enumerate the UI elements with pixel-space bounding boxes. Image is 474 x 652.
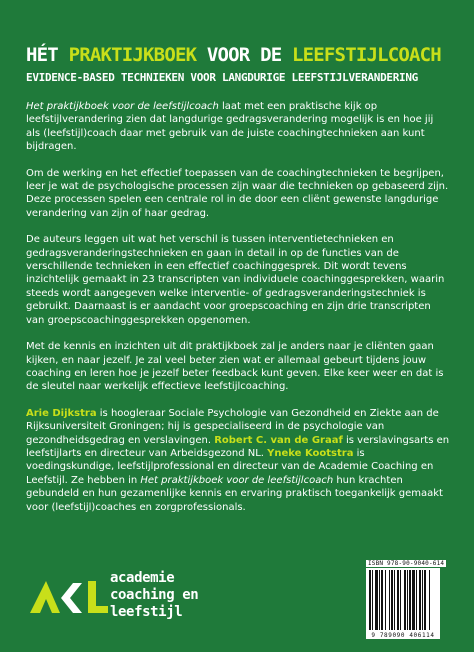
author-name-kootstra: Yneke Kootstra — [267, 447, 354, 459]
title-part-voor-de: VOOR DE — [196, 44, 292, 66]
blurb-paragraph-3: De auteurs leggen uit wat het verschil is tussen interventietechnieken en gedragsveranderingstechnieken en gaan in detail in op de functies van de verschillende technieken in een effectief coachinggesprek. Dit wordt tevens inzichtelijk gemaakt in 23 transcripten van individuele coachinggesprekken, waarin steeds wordt aangegeven welke interventie- of gedragsveranderingstechniek is gebruikt. Daarnaast is er aandacht voor groepscoaching en zijn drie transcripten van groepscoachinggesprekken opgenomen. — [26, 234, 445, 326]
title-part-het: HÉT — [26, 44, 69, 66]
cover-subtitle: EVIDENCE-BASED TECHNIEKEN VOOR LANGDURIGE LEEFSTIJLVERANDERING — [26, 71, 418, 84]
title-part-praktijkboek: PRAKTIJKBOEK — [68, 44, 197, 66]
author-text: is hoogleraar Sociale Psychologie van Gezondheid en Ziekte aan de Rijksuniversiteit Groningen; hij is gespecialiseerd in de psychologie van gezondheidsgedrag en verslavingen. — [26, 407, 439, 446]
isbn-label: ISBN 978-90-9040-614 — [368, 560, 445, 567]
book-title-italic: Het praktijkboek voor de leefstijlcoach — [140, 474, 334, 486]
blurb-paragraph-4: Met de kennis en inzichten uit dit praktijkboek zal je anders naar je cliënten gaan kijken, en naar jezelf. Je zal veel beter zien wat er allemaal gebeurt tijdens jouw coaching en leren hoe je jezelf beter feedback kunt geven. Elke keer weer en dat is de sleutel naar werkelijk effectieve leefstijlcoaching. — [26, 341, 444, 393]
book-title-italic: Het praktijkboek voor de leefstijlcoach — [26, 101, 219, 112]
author-text: hun krachten gebundeld en hun gezamenlijke kennis en ervaring praktisch toegankelijk gemaakt voor (leefstijl)coaches en zorgprofessionals. — [26, 474, 443, 513]
authors-paragraph — [26, 407, 450, 514]
blurb-paragraph-1 — [26, 100, 450, 154]
title-part-leefstijlcoach: LEEFSTIJLCOACH — [292, 44, 441, 66]
barcode — [366, 568, 440, 634]
blurb-body — [26, 100, 450, 527]
cover-title — [26, 44, 456, 66]
barcode-icon — [366, 568, 440, 632]
brand-line-2: coaching en — [110, 587, 199, 603]
brand-line-1: academie — [110, 570, 175, 586]
blurb-paragraph-2: Om de werking en het effectief toepassen van de coachingtechnieken te begrijpen, leer je wat de psychologische processen zijn waar die technieken op gebaseerd zijn. Deze processen spelen een centrale rol in de door een cliënt gewenste langdurige verandering van zijn of haar gedrag. — [26, 167, 449, 219]
acl-logo-icon — [30, 575, 120, 615]
author-name-dijkstra: Arie Dijkstra — [26, 407, 97, 419]
author-name-van-de-graaf: Robert C. van de Graaf — [214, 434, 343, 446]
barcode-digits: 9 789090 406114 — [366, 632, 440, 639]
publisher-brand — [110, 570, 198, 621]
brand-line-3: leefstijl — [110, 604, 183, 620]
author-text: is verslavingsarts en leefstijlarts en directeur van Arbeidsgezond NL. — [26, 434, 450, 459]
paragraph-text: laat met een praktische kijk op leefstijlverandering zien dat langdurige gedragsverandering mogelijk is en hoe jij als (leefstijl)coach daar met gebruik van de juiste coachingtechnieken aan kunt bijdragen. — [26, 101, 434, 153]
author-text: is voedingskundige, leefstijlprofessional en directeur van de Academie Coaching en Leefstijl. Ze hebben in — [26, 447, 434, 486]
